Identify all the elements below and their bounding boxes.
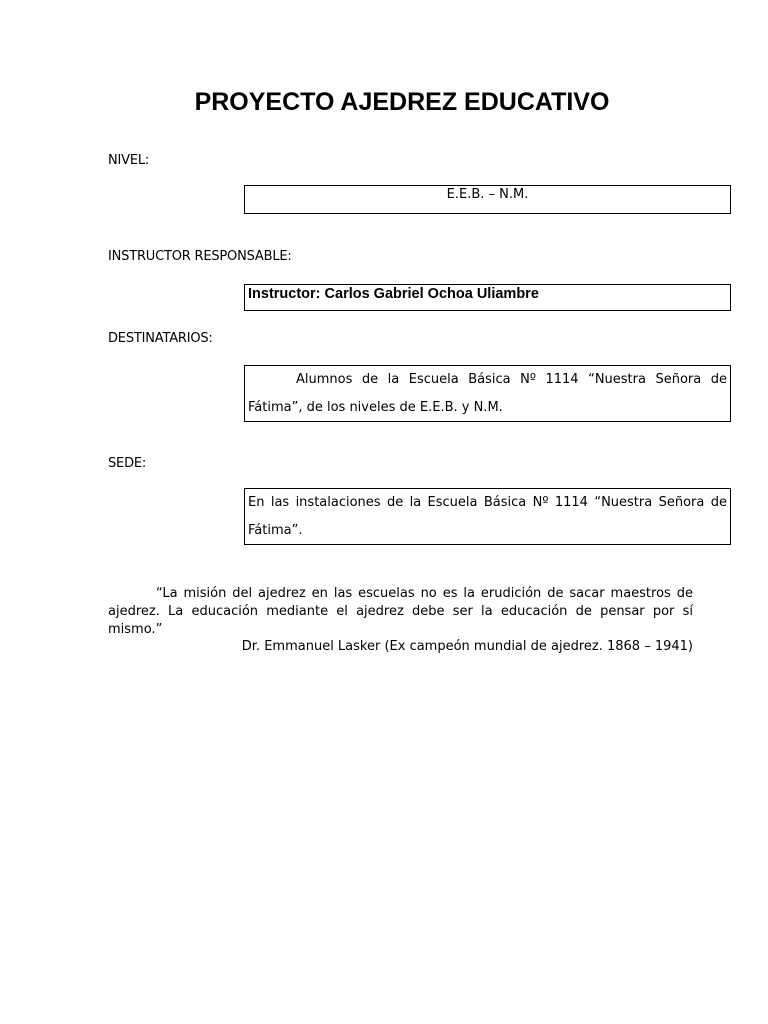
quote-author: Dr. Emmanuel Lasker (Ex campeón mundial de ajedrez. 1868 – 1941): [241, 639, 693, 654]
instructor-value: Instructor: Carlos Gabriel Ochoa Uliambre: [248, 286, 539, 302]
quote-text: “La misión del ajedrez en las escuelas no es la erudición de sacar maestros de ajedrez. La educación mediante el ajedrez debe ser la educación de pensar por sí mismo.”: [108, 586, 693, 637]
nivel-label: NIVEL:: [108, 153, 150, 168]
instructor-label: INSTRUCTOR RESPONSABLE:: [108, 249, 292, 264]
document-title: PROYECTO AJEDREZ EDUCATIVO: [194, 88, 610, 116]
sede-line-2: Fátima”.: [248, 523, 303, 538]
destinatarios-line-2: Fátima”, de los niveles de E.E.B. y N.M.: [248, 400, 503, 415]
nivel-box: [244, 185, 731, 214]
instructor-box: [244, 284, 731, 311]
destinatarios-label: DESTINATARIOS:: [108, 331, 213, 346]
destinatarios-line-1: Alumnos de la Escuela Básica Nº 1114 “Nuestra Señora de: [296, 372, 727, 387]
destinatarios-box: [244, 365, 731, 422]
sede-box: [244, 488, 731, 545]
nivel-value: E.E.B. – N.M.: [446, 187, 529, 202]
sede-label: SEDE:: [108, 456, 147, 471]
sede-line-1: En las instalaciones de la Escuela Básica Nº 1114 “Nuestra Señora de: [248, 495, 727, 510]
